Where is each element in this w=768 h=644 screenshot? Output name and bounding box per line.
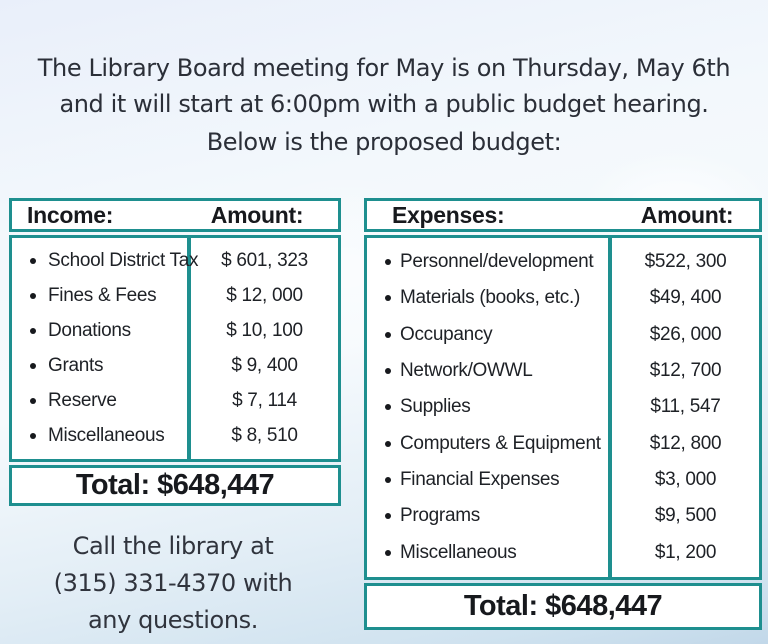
income-header-label: Income: <box>27 201 114 228</box>
expense-row-label: Miscellaneous <box>367 535 608 571</box>
announcement-text <box>0 50 768 122</box>
income-table-body <box>9 235 341 462</box>
expenses-header-label: Expenses: <box>392 201 505 228</box>
expense-row-amount: $12, 700 <box>649 360 722 382</box>
income-row-label: School District Tax <box>12 244 198 279</box>
contact-line-2: (315) 331-4370 with <box>53 569 293 597</box>
announcement-line-1: The Library Board meeting for May is on Thursday, May 6th <box>37 54 731 82</box>
budget-subtitle: Below is the proposed budget: <box>206 128 562 156</box>
income-table-header <box>9 198 341 232</box>
income-row-amount: $ 9, 400 <box>231 354 298 376</box>
contact-line-1: Call the library at <box>72 532 274 560</box>
expenses-label-column <box>367 244 608 571</box>
income-row-label: Fines & Fees <box>12 279 198 314</box>
expense-row-amount: $522, 300 <box>644 251 727 273</box>
income-row-amount: $ 7, 114 <box>232 389 297 411</box>
income-row-label: Donations <box>12 314 198 349</box>
expense-row-amount: $49, 400 <box>649 287 722 309</box>
expenses-amount-column <box>612 244 759 571</box>
expenses-table-body <box>364 235 762 580</box>
expense-row-label: Network/OWWL <box>367 353 608 389</box>
contact-note <box>0 528 346 639</box>
expense-row-amount: $26, 000 <box>649 323 722 345</box>
announcement-line-2: and it will start at 6:00pm with a public budget hearing. <box>59 90 709 118</box>
income-amount-column <box>191 244 338 453</box>
expense-row-label: Materials (books, etc.) <box>367 280 608 316</box>
expense-row-label: Computers & Equipment <box>367 426 608 462</box>
income-row-amount: $ 10, 100 <box>226 320 303 342</box>
income-row-label: Reserve <box>12 383 198 418</box>
expense-row-label: Occupancy <box>367 317 608 353</box>
expense-row-amount: $3, 000 <box>654 469 717 491</box>
income-label-column <box>12 244 199 453</box>
expense-row-label: Personnel/development <box>367 244 608 280</box>
income-row-label: Grants <box>12 348 198 383</box>
expense-row-amount: $11, 547 <box>650 396 721 418</box>
expense-row-amount: $12, 800 <box>649 432 722 454</box>
expenses-table-header <box>364 198 762 232</box>
expense-row-amount: $9, 500 <box>654 505 717 527</box>
expenses-table <box>364 198 762 630</box>
income-table <box>9 198 341 506</box>
expenses-amount-header-label: Amount: <box>640 201 734 228</box>
expense-row-label: Programs <box>367 498 608 534</box>
income-amount-header-label: Amount: <box>210 201 304 228</box>
expense-row-amount: $1, 200 <box>654 541 717 563</box>
income-row-amount: $ 12, 000 <box>226 285 303 307</box>
income-row-amount: $ 8, 510 <box>231 424 298 446</box>
expenses-total: Total: $648,447 <box>364 583 762 630</box>
contact-line-3: any questions. <box>88 606 258 634</box>
income-row-label: Miscellaneous <box>12 418 198 453</box>
expense-row-label: Financial Expenses <box>367 462 608 498</box>
expense-row-label: Supplies <box>367 389 608 425</box>
income-total: Total: $648,447 <box>9 465 341 506</box>
income-row-amount: $ 601, 323 <box>221 250 308 272</box>
